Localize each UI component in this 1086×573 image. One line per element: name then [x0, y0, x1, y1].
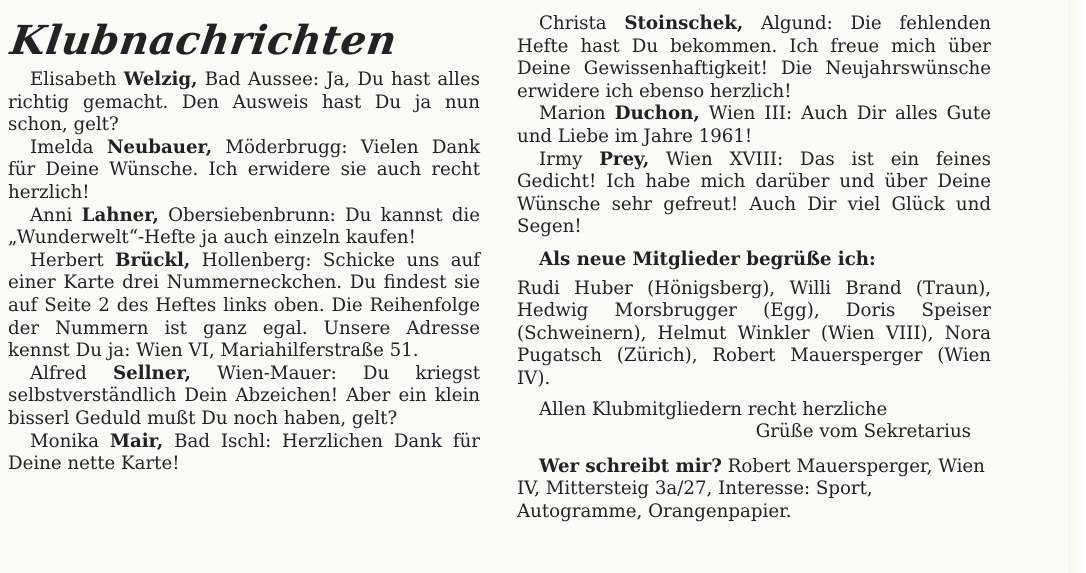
greeting-line-2: Grüße vom Sekretarius: [755, 421, 971, 443]
member-surname: Lahner,: [81, 204, 159, 226]
member-surname: Mair,: [109, 430, 164, 452]
new-members-heading: Als neue Mitglieder begrüße ich:: [539, 248, 876, 270]
page-edge: [1068, 0, 1086, 573]
letter-entry: Alfred Sellner, Wien-Mauer: Du kriegst selbstverständlich Dein Abzeichen! Aber ein klein bisserl Geduld mußt Du noch haben, gelt?: [8, 362, 480, 429]
pen-pal-notice: [517, 456, 991, 524]
greeting-line-1: Allen Klubmitgliedern recht herzliche: [539, 398, 888, 420]
letter-entry: Christa Stoinschek, Algund: Die fehlenden Hefte hast Du bekommen. Ich freue mich über Deine Gewissenhaftigkeit! Die Neujahrswünsche erwidere ich ebenso herzlich!: [517, 13, 991, 102]
member-surname: Sellner,: [113, 362, 191, 384]
left-column: [8, 0, 480, 476]
pen-pal-details: Robert Mauersperger, Wien IV, Mittersteig 3a/27, Interesse: Sport, Autogramme, Orangenpapier.: [517, 455, 985, 522]
member-surname: Stoinschek,: [624, 13, 744, 34]
member-surname: Welzig,: [123, 69, 198, 90]
letter-entry: Herbert Brückl, Hollenberg: Schicke uns auf einer Karte drei Nummerneckchen. Du findest sie auf Seite 2 des Heftes links oben. Die Reihenfolge der Nummern ist ganz egal. Unsere Adresse kennst Du ja: Wien VI, Mariahilferstraße 51.: [8, 249, 480, 362]
member-surname: Prey,: [599, 148, 650, 170]
member-surname: Neubauer,: [106, 136, 213, 158]
member-surname: Brückl,: [115, 249, 191, 271]
letter-entry: Marion Duchon, Wien III: Auch Dir alles Gute und Liebe im Jahre 1961!: [517, 103, 991, 147]
pen-pal-label: Wer schreibt mir?: [539, 455, 722, 477]
member-surname: Duchon,: [614, 103, 700, 125]
letter-entry: Anni Lahner, Obersiebenbrunn: Du kannst die „Wunderwelt“-Hefte ja auch einzeln kaufen!: [8, 204, 480, 249]
right-column: [517, 13, 991, 523]
letter-entry: Monika Mair, Bad Ischl: Herzlichen Dank für Deine nette Karte!: [8, 430, 480, 475]
section-heading: Klubnachrichten: [7, 17, 400, 64]
letter-entry: Irmy Prey, Wien XVIII: Das ist ein feines Gedicht! Ich habe mich darüber und über Deine Wünsche sehr gefreut! Auch Dir viel Glück und Segen!: [517, 148, 991, 238]
letter-entry: Elisabeth Welzig, Bad Aussee: Ja, Du hast alles richtig gemacht. Den Ausweis hast Du ja nun schon, gelt?: [8, 69, 480, 136]
letter-entry: Imelda Neubauer, Möderbrugg: Vielen Dank für Deine Wünsche. Ich erwidere sie auch recht herzlich!: [8, 136, 480, 203]
new-members-list: Rudi Huber (Hönigsberg), Willi Brand (Traun), Hedwig Morsbrugger (Egg), Doris Speiser (Schweinern), Helmut Winkler (Wien VIII), Nora Pugatsch (Zürich), Robert Mauersperger (Wien IV).: [517, 277, 991, 389]
